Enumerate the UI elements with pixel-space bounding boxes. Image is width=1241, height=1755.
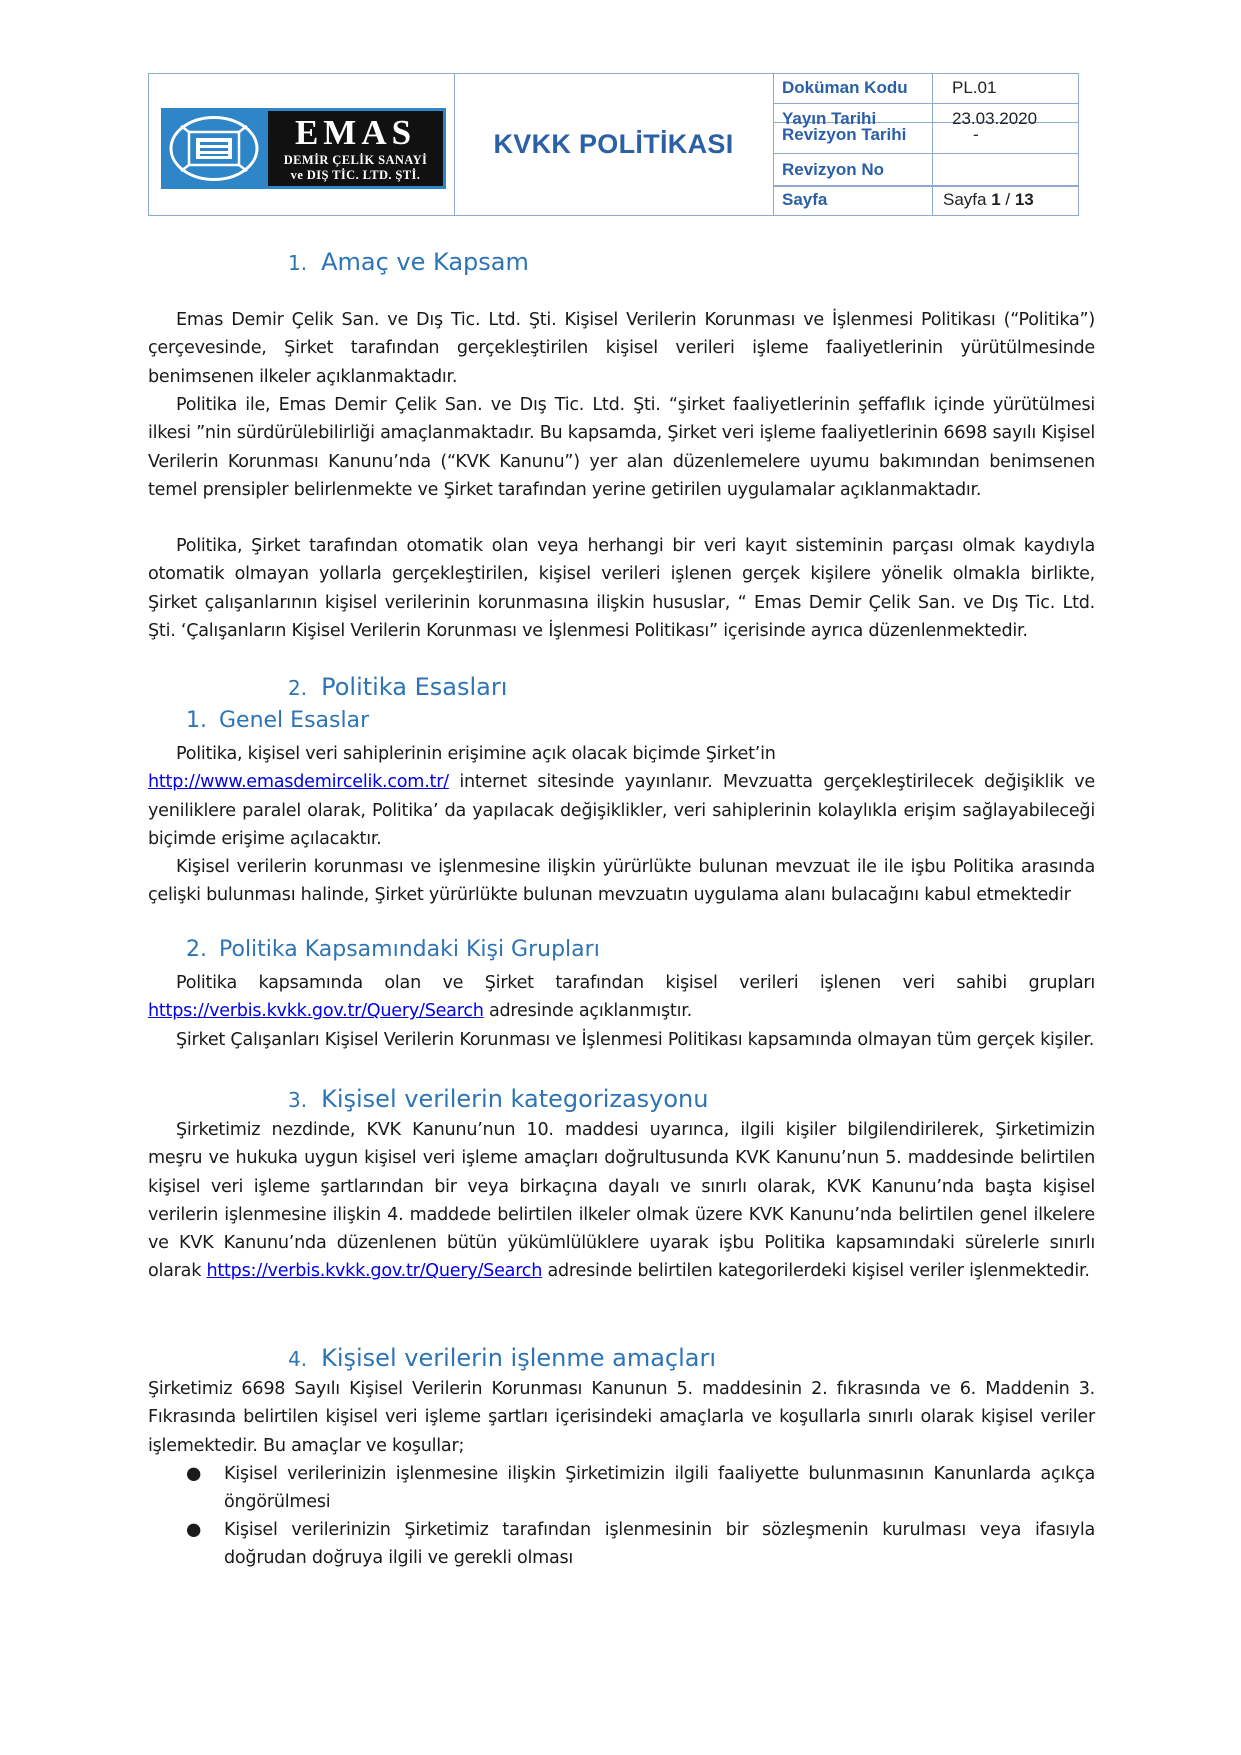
subsection-number: 1. xyxy=(186,708,207,733)
meta-label: Revizyon No xyxy=(773,154,933,185)
list-item-text: Kişisel verilerinizin işlenmesine ilişkin Şirketimizin ilgili faaliyette bulunmasının Kanunlarda açıkça öngörülmesi xyxy=(224,1464,1095,1513)
paragraph-text: adresinde açıklanmıştır. xyxy=(483,1001,692,1022)
paragraph: Şirket Çalışanları Kişisel Verilerin Korunması ve İşlenmesi Politikası kapsamında olmayan tüm gerçek kişiler. xyxy=(176,1030,1095,1050)
section-heading-1 xyxy=(288,248,529,276)
list-item xyxy=(148,1516,1095,1573)
list-item xyxy=(148,1460,1095,1517)
paragraph xyxy=(148,1116,1095,1286)
subsection-number: 2. xyxy=(186,937,207,962)
company-name-block xyxy=(268,111,443,186)
meta-row-revision-date xyxy=(773,123,1078,154)
section-number: 1. xyxy=(288,251,308,275)
paragraph-text: Şirketimiz nezdinde, KVK Kanunu’nun 10. maddesi uyarınca, ilgili kişiler bilgilendirilerek, Şirketimizin meşru ve hukuka uygun kişisel veri işleme amaçları doğrultusunda KVK Kanunu’nun 5. maddesinde belirtilen kişisel veri işleme şartlarından bir veya birkaçına dayalı ve sınırlı olarak, KVK Kanunu’nda başta kişisel verilerin işlenmesine ilişkin 4. maddede belirtilen ilkeler olmak üzere KVK Kanunu’nda belirtilen genel ilkelere ve KVK Kanunu’nda düzenlenen bütün yükümlülüklere uyarak işbu Politika kapsamındaki sürelerle sınırlı olarak xyxy=(148,1120,1095,1282)
bullet-icon: ● xyxy=(186,1464,202,1484)
company-subtitle-2: ve DIŞ TİC. LTD. ŞTİ. xyxy=(290,168,421,182)
meta-row-page xyxy=(773,186,1078,215)
meta-value xyxy=(933,154,1078,185)
subsection-heading-2-1 xyxy=(186,708,369,733)
section-title: Kişisel verilerin kategorizasyonu xyxy=(321,1085,709,1113)
document-title: KVKK POLİTİKASI xyxy=(493,129,734,159)
paragraph: Şirketimiz 6698 Sayılı Kişisel Verilerin Korunması Kanunun 5. maddesinin 2. fıkrasında ve 6. Maddenin 3. Fıkrasında belirtilen kişisel veri işleme şartları içerisindeki amaçlarla ve koşullarla sınırlı olarak kişisel veriler işlemektedir. Bu amaçlar ve koşullar; xyxy=(148,1379,1095,1456)
meta-value: PL.01 xyxy=(952,78,997,97)
website-link[interactable]: http://www.emasdemircelik.com.tr/ xyxy=(148,772,449,793)
meta-value: - xyxy=(973,125,979,144)
list-item-text: Kişisel verilerinizin Şirketimiz tarafından işlenmesinin bir sözleşmenin kurulması veya ifasıyla doğrudan doğruya ilgili ve gerekli olması xyxy=(224,1520,1095,1569)
subsection-title: Genel Esaslar xyxy=(219,708,370,733)
meta-label: Doküman Kodu xyxy=(773,74,933,103)
meta-label: Revizyon Tarihi xyxy=(773,123,933,153)
meta-value: 23.03.2020 xyxy=(952,109,1038,128)
subsection-title: Politika Kapsamındaki Kişi Grupları xyxy=(219,937,600,962)
document-header-table xyxy=(148,73,1079,216)
document-meta xyxy=(773,74,1078,215)
paragraph-text: internet sitesinde yayınlanır. Mevzuatta gerçekleştirilecek değişiklik ve yeniliklere paralel olarak, Politika’ da yapılacak değişiklikler, veri sahiplerinin kolaylıkla erişim sağlayabileceği biçimde erişime açılacaktır. xyxy=(148,772,1095,849)
subsection-heading-2-2 xyxy=(186,937,600,962)
logo-cell xyxy=(149,74,455,215)
bullet-icon: ● xyxy=(186,1520,202,1540)
section-title: Amaç ve Kapsam xyxy=(321,248,529,276)
section-title: Kişisel verilerin işlenme amaçları xyxy=(321,1344,717,1372)
section-heading-3 xyxy=(288,1085,708,1113)
paragraph-text: adresinde belirtilen kategorilerdeki kişisel veriler işlenmektedir. xyxy=(542,1261,1090,1282)
paragraph: Politika ile, Emas Demir Çelik San. ve Dış Tic. Ltd. Şti. “şirket faaliyetlerinin şeffaflık içinde yürütülmesi ilkesi ”nin sürdürülebilirliği amaçlanmaktadır. Bu kapsamda, Şirket veri işleme faaliyetlerinin 6698 sayılı Kişisel Verilerin Korunması Kanunu’nda (“KVK Kanunu”) yer alan düzenlemelere uyumu bakımından benimsenen temel prensipler belirlenmekte ve Şirket tarafından yerine getirilen uygulamalar açıklanmaktadır. xyxy=(148,395,1095,500)
paragraph xyxy=(148,969,1095,1026)
verbis-link[interactable]: https://verbis.kvkk.gov.tr/Query/Search xyxy=(148,1001,484,1022)
page-number: 1 xyxy=(991,190,1001,209)
paragraph: Politika, Şirket tarafından otomatik olan veya herhangi bir veri kayıt sisteminin parçası olmak kaydıyla otomatik olmayan yollarla gerçekleştirilen, kişisel verileri işlenen gerçek kişilere yönelik olmakla birlikte, Şirket çalışanlarının kişisel verilerinin korunmasına ilişkin hususlar, “ Emas Demir Çelik San. ve Dış Tic. Ltd. Şti. ‘Çalışanların Kişisel Verilerin Korunması ve İşlenmesi Politikası” içerisinde ayrıca düzenlenmektedir. xyxy=(148,536,1095,641)
page-prefix: Sayfa xyxy=(943,190,992,209)
section-number: 4. xyxy=(288,1347,308,1371)
meta-row-publish-date xyxy=(773,104,1078,128)
meta-label: Sayfa xyxy=(773,187,933,215)
company-emblem-icon xyxy=(167,114,261,183)
paragraph: Emas Demir Çelik San. ve Dış Tic. Ltd. Şti. Kişisel Verilerin Korunması ve İşlenmesi Politikası (“Politika”) çerçevesinde, Şirket tarafından gerçekleştirilen kişisel verileri işleme faaliyetlerinin yürütülmesinde benimsenen ilkeler açıklanmaktadır. xyxy=(148,310,1095,387)
meta-row-doc-code xyxy=(773,74,1078,104)
section-heading-2 xyxy=(288,673,507,701)
verbis-link[interactable]: https://verbis.kvkk.gov.tr/Query/Search xyxy=(206,1261,543,1282)
paragraph: Kişisel verilerin korunması ve işlenmesine ilişkin yürürlükte bulunan mevzuat ile ile işbu Politika arasında çelişki bulunması halinde, Şirket yürürlükte bulunan mevzuatın uygulama alanı bulacağını kabul etmektedir xyxy=(148,857,1095,906)
section-title: Politika Esasları xyxy=(321,673,508,701)
meta-row-revision-no xyxy=(773,154,1078,186)
paragraph-text: Politika, kişisel veri sahiplerinin erişimine açık olacak biçimde Şirket’in xyxy=(176,744,776,764)
company-subtitle-1: DEMİR ÇELİK SANAYİ xyxy=(283,153,428,167)
page-total: 13 xyxy=(1014,190,1034,209)
meta-label: Yayın Tarihi xyxy=(773,104,933,122)
company-name: EMAS xyxy=(294,113,417,152)
company-logo xyxy=(161,108,446,189)
meta-value-page xyxy=(933,187,1078,215)
section-number: 3. xyxy=(288,1088,308,1112)
section-heading-4 xyxy=(288,1344,716,1372)
paragraph-text: Politika kapsamında olan ve Şirket tarafından kişisel verileri işlenen veri sahibi grupları xyxy=(176,973,1095,993)
page-separator: / xyxy=(1000,190,1015,209)
section-number: 2. xyxy=(288,676,308,700)
paragraph xyxy=(148,740,1095,853)
title-cell xyxy=(454,74,774,215)
